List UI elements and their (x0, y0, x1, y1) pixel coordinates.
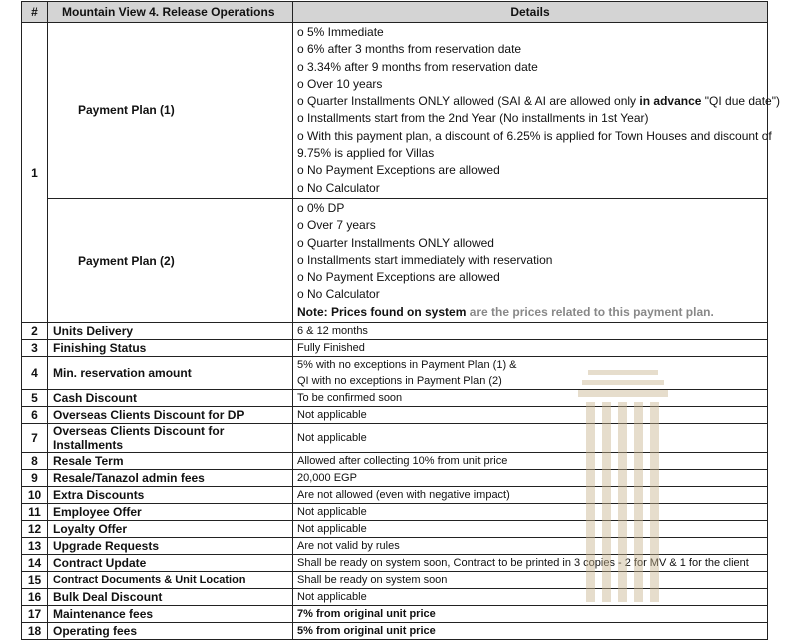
row-label: Bulk Deal Discount (48, 589, 293, 606)
table-row (22, 390, 768, 407)
row-number: 7 (22, 424, 48, 453)
plan1-quarter-line: o Quarter Installments ONLY allowed (SAI & AI are allowed only in advance "QI due date") (297, 94, 780, 109)
row-label: Cash Discount (48, 390, 293, 407)
row-number: 16 (22, 589, 48, 606)
row-number: 12 (22, 521, 48, 538)
row-value: Are not valid by rules (293, 538, 768, 555)
row-label: Overseas Clients Discount for DP (48, 407, 293, 424)
row-number: 18 (22, 623, 48, 640)
table-row (22, 424, 768, 453)
row-label: Contract Documents & Unit Location (48, 572, 293, 589)
row-value: 6 & 12 months (293, 323, 768, 340)
plan1-line: o No Payment Exceptions are allowed (297, 163, 500, 178)
row-value: Not applicable (293, 589, 768, 606)
row-value: Shall be ready on system soon, Contract to be printed in 3 copies - 2 for MV & 1 for the client (293, 555, 768, 572)
payment-plan-1-label: Payment Plan (1) (48, 23, 293, 199)
row-value-line: 5% with no exceptions in Payment Plan (1) & (297, 359, 517, 372)
table-row (22, 407, 768, 424)
plan2-line: o No Calculator (297, 287, 380, 302)
plan1-line: o Installments start from the 2nd Year (No installments in 1st Year) (297, 111, 649, 126)
row-number: 14 (22, 555, 48, 572)
table-row (22, 521, 768, 538)
table-row (22, 357, 768, 390)
row-label: Units Delivery (48, 323, 293, 340)
header-number: # (22, 2, 48, 23)
plan1-line: o Over 10 years (297, 76, 383, 91)
row-value: Allowed after collecting 10% from unit price (293, 453, 768, 470)
plan1-line: o 3.34% after 9 months from reservation date (297, 59, 538, 74)
row-number-1: 1 (22, 23, 48, 323)
row-label: Loyalty Offer (48, 521, 293, 538)
row-number: 17 (22, 606, 48, 623)
row-number: 10 (22, 487, 48, 504)
payment-plan-2-row (22, 198, 768, 322)
table-row (22, 589, 768, 606)
table-row (22, 555, 768, 572)
row-value: Not applicable (293, 424, 768, 453)
table-row (22, 538, 768, 555)
plan2-note: Note: Prices found on system are the prices related to this payment plan. (297, 304, 714, 319)
table-row (22, 606, 768, 623)
table-row (22, 504, 768, 521)
payment-plan-2-details (293, 198, 768, 322)
row-value: Not applicable (293, 407, 768, 424)
row-value: Are not allowed (even with negative impact) (293, 487, 768, 504)
payment-plan-1-row (22, 23, 768, 199)
plan2-line: o Installments start immediately with reservation (297, 252, 553, 267)
row-label: Resale/Tanazol admin fees (48, 470, 293, 487)
row-number: 11 (22, 504, 48, 521)
table-row (22, 453, 768, 470)
row-value (293, 357, 768, 390)
row-value: Shall be ready on system soon (293, 572, 768, 589)
row-label: Finishing Status (48, 340, 293, 357)
row-value: 7% from original unit price (293, 606, 768, 623)
plan2-line: o Over 7 years (297, 218, 376, 233)
row-number: 4 (22, 357, 48, 390)
row-value: Not applicable (293, 521, 768, 538)
row-number: 6 (22, 407, 48, 424)
row-number: 13 (22, 538, 48, 555)
plan1-line: o With this payment plan, a discount of 6.25% is applied for Town Houses and discount of (297, 128, 772, 143)
plan1-line: o 5% Immediate (297, 25, 384, 39)
row-number: 3 (22, 340, 48, 357)
header-details: Details (293, 2, 768, 23)
row-value: 5% from original unit price (293, 623, 768, 640)
row-number: 8 (22, 453, 48, 470)
payment-plan-2-label: Payment Plan (2) (48, 198, 293, 322)
row-label: Operating fees (48, 623, 293, 640)
row-label: Overseas Clients Discount for Installments (48, 424, 293, 453)
row-label: Maintenance fees (48, 606, 293, 623)
row-number: 2 (22, 323, 48, 340)
row-number: 5 (22, 390, 48, 407)
row-label: Contract Update (48, 555, 293, 572)
row-label: Extra Discounts (48, 487, 293, 504)
row-value-line: QI with no exceptions in Payment Plan (2) (297, 375, 502, 388)
table-row (22, 487, 768, 504)
table-row (22, 572, 768, 589)
row-number: 9 (22, 470, 48, 487)
plan2-line: o Quarter Installments ONLY allowed (297, 235, 494, 250)
plan1-line: o 6% after 3 months from reservation date (297, 42, 522, 57)
row-value: To be confirmed soon (293, 390, 768, 407)
plan1-line: 9.75% is applied for Villas (297, 146, 435, 161)
plan1-line: o No Calculator (297, 180, 380, 195)
table-row (22, 470, 768, 487)
row-number: 15 (22, 572, 48, 589)
row-label: Upgrade Requests (48, 538, 293, 555)
row-value: Not applicable (293, 504, 768, 521)
plan2-line: o No Payment Exceptions are allowed (297, 270, 500, 285)
payment-plan-1-details (293, 23, 780, 199)
header-title: Mountain View 4. Release Operations (48, 2, 293, 23)
row-label: Resale Term (48, 453, 293, 470)
row-label: Employee Offer (48, 504, 293, 521)
row-value: Fully Finished (293, 340, 768, 357)
table-row (22, 623, 768, 640)
table-row (22, 323, 768, 340)
table-row (22, 340, 768, 357)
plan2-line: o 0% DP (297, 200, 345, 215)
release-operations-table (21, 1, 780, 640)
row-label: Min. reservation amount (48, 357, 293, 390)
table-header-row (22, 2, 768, 23)
row-value: 20,000 EGP (293, 470, 768, 487)
